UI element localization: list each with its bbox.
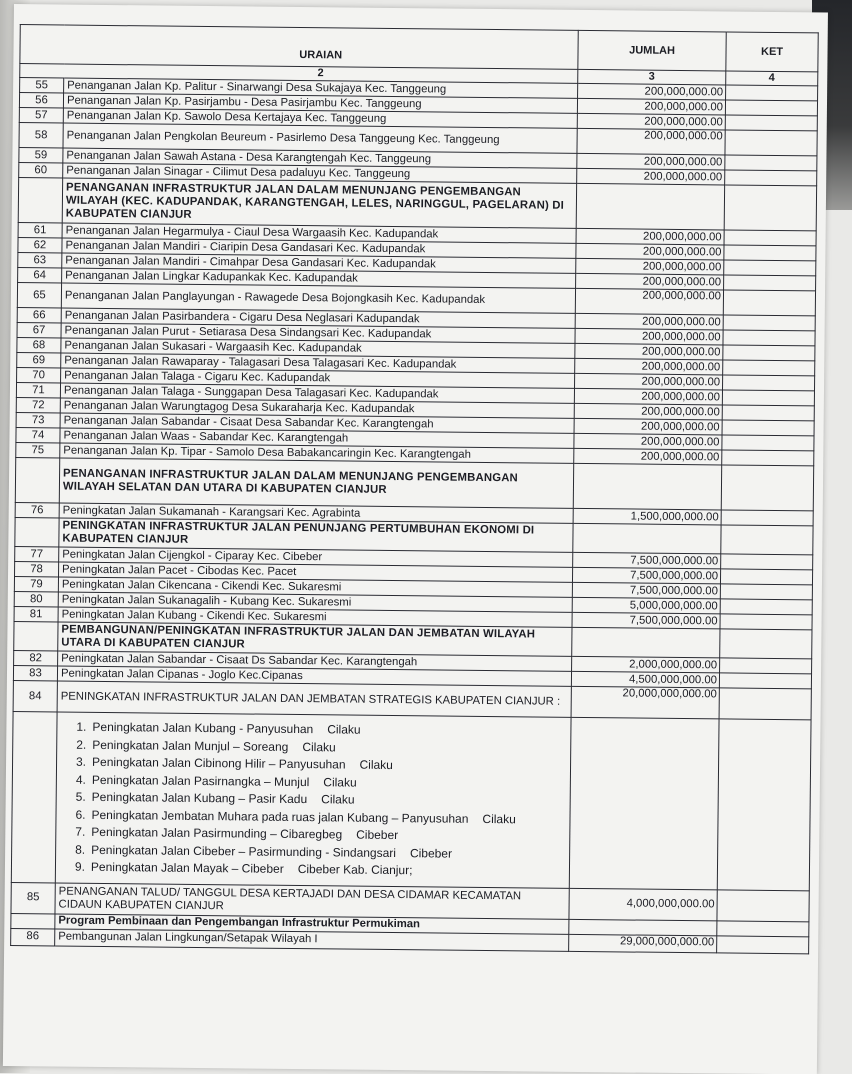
row-ket	[724, 275, 816, 291]
row-ket	[725, 170, 817, 186]
list-item-text: Peningkatan Jalan Pasirnangka – Munjul	[91, 772, 310, 789]
section-ket-blank	[724, 185, 816, 231]
list-item-index: 9.	[74, 859, 86, 874]
section-heading: PENINGKATAN INFRASTRUKTUR JALAN PENUNJANG PERTUMBUHAN EKONOMI DI KABUPATEN CIANJUR	[59, 518, 573, 552]
row-jumlah: 200,000,000.00	[577, 128, 725, 155]
list-item-index: 7.	[75, 824, 86, 839]
row-uraian: Penanganan Jalan Mandiri - Cimahpar Desa Gandasari Kec. Kadupandak	[62, 253, 576, 273]
row-jumlah: 200,000,000.00	[574, 448, 722, 465]
row-jumlah: 20,000,000,000.00	[571, 686, 719, 719]
section-ket-blank	[721, 465, 813, 511]
row-uraian: Penanganan Jalan Talaga - Sunggapan Desa Talagasari Kec. Kadupandak	[60, 383, 574, 403]
row-jumlah: 5,000,000,000.00	[572, 597, 720, 614]
row-uraian: Penanganan Jalan Kp. Pasirjambu - Desa Pasirjambu Kec. Tanggeung	[63, 93, 577, 113]
row-jumlah: 200,000,000.00	[576, 273, 724, 290]
row-uraian: Peningkatan Jalan Cijengkol - Ciparay Kec. Cibeber	[59, 547, 573, 567]
row-jumlah: 4,500,000,000.00	[571, 671, 719, 688]
row-ket	[720, 658, 812, 674]
row-ket	[723, 330, 815, 346]
row-number: 84	[13, 681, 57, 712]
row-uraian: Peningkatan Jalan Cipanas - Joglo Kec.Cipanas	[57, 666, 571, 686]
row-jumlah: 200,000,000.00	[577, 98, 725, 115]
row-uraian: Penanganan Jalan Lingkar Kadupankak Kec. Kadupandak	[62, 268, 576, 288]
section-heading: PEMBANGUNAN/PENINGKATAN INFRASTRUKTUR JALAN DAN JEMBATAN WILAYAH UTARA DI KABUPATEN CIANJUR	[58, 622, 572, 656]
row-ket	[719, 688, 811, 720]
row-jumlah: 200,000,000.00	[574, 403, 722, 420]
section-ket-blank	[721, 525, 813, 555]
section-heading: PENANGANAN INFRASTRUKTUR JALAN DALAM MENUNJANG PENGEMBANGAN WILAYAH (KEC. KADUPANDAK, KARANGTENGAH, LELES, NARINGGUL, PAGELARAN) DI KABUPATEN CIANJUR	[62, 178, 576, 228]
list-item-text: Peningkatan Jalan Cibinong Hilir – Panyusuhan	[91, 754, 346, 772]
program-no-blank	[11, 913, 55, 928]
list-item-kecamatan: Cilaku	[359, 757, 393, 773]
program-heading: Program Pembinaan dan Pengembangan Infrastruktur Permukiman	[55, 913, 569, 933]
row-uraian: Pembangunan Jalan Lingkungan/Setapak Wilayah I	[55, 928, 569, 950]
row-jumlah: 200,000,000.00	[575, 288, 723, 315]
list-item-index: 1.	[76, 719, 87, 734]
header-col-3: 3	[578, 69, 726, 85]
row-number: 67	[17, 323, 61, 338]
list-item-text: Peningkatan Jalan Kubang – Pasir Kadu	[91, 789, 308, 807]
header-no-blank	[20, 64, 64, 78]
row-jumlah: 200,000,000.00	[577, 153, 725, 170]
row-jumlah: 200,000,000.00	[577, 113, 725, 130]
header-col-2: 2	[64, 64, 578, 83]
list-item-index: 5.	[75, 789, 86, 804]
row-jumlah: 200,000,000.00	[576, 228, 724, 245]
row-ket	[717, 889, 809, 921]
list-item-index: 8.	[75, 842, 86, 857]
items-cell	[55, 712, 571, 888]
header-ket: KET	[726, 32, 818, 72]
row-ket	[720, 614, 812, 630]
row-number: 70	[17, 368, 61, 383]
row-ket	[720, 569, 812, 585]
row-ket	[725, 155, 817, 171]
program-jumlah-blank	[569, 919, 717, 936]
row-number: 78	[15, 562, 59, 577]
budget-table	[10, 24, 819, 954]
list-item-kecamatan: Cilaku	[327, 722, 361, 737]
row-uraian: Penanganan Jalan Waas - Sabandar Kec. Karangtengah	[60, 428, 574, 448]
row-number: 65	[17, 283, 61, 308]
list-item-kecamatan: Cibeber	[409, 845, 453, 861]
row-number: 86	[11, 928, 55, 945]
row-uraian: Penanganan Jalan Pasirbandera - Cigaru Desa Neglasari Kadupandak	[61, 308, 575, 328]
list-item-text: Peningkatan Jalan Munjul – Soreang	[92, 737, 289, 754]
section-no-blank	[15, 458, 59, 503]
row-jumlah: 4,000,000,000.00	[569, 888, 717, 921]
list-item-kecamatan: Cilaku	[482, 811, 516, 826]
row-uraian: PENINGKATAN INFRASTRUKTUR JALAN DAN JEMBATAN STRATEGIS KABUPATEN CIANJUR :	[57, 681, 571, 717]
row-number: 66	[17, 308, 61, 323]
row-jumlah: 200,000,000.00	[577, 168, 725, 185]
row-number: 81	[14, 607, 58, 622]
row-ket	[717, 935, 809, 953]
list-item-kecamatan: Cibeber	[356, 827, 399, 843]
row-ket	[723, 290, 815, 316]
row-number: 80	[14, 592, 58, 607]
row-number: 62	[18, 238, 62, 253]
list-item-index: 4.	[75, 772, 86, 787]
section-jumlah-blank	[573, 463, 721, 510]
row-jumlah: 200,000,000.00	[574, 433, 722, 450]
table-row-84-items	[11, 712, 811, 891]
document-sheet	[3, 4, 828, 1074]
row-jumlah: 200,000,000.00	[574, 418, 722, 435]
row-uraian: PENANGANAN TALUD/ TANGGUL DESA KERTAJADI DAN DESA CIDAMAR KECAMATAN CIDAUN KABUPATEN CIANJUR	[55, 882, 569, 918]
row-jumlah: 1,500,000,000.00	[573, 508, 721, 525]
row-jumlah: 7,500,000,000.00	[572, 612, 720, 629]
row-uraian: Peningkatan Jalan Sabandar - Cisaat Ds Sabandar Kec. Karangtengah	[58, 651, 572, 671]
section-jumlah-blank	[572, 627, 720, 658]
row-ket	[722, 375, 814, 391]
row-uraian: Penanganan Jalan Sinagar - Cilimut Desa padaluyu Kec. Tanggeung	[63, 163, 577, 183]
list-item-text: Peningkatan Jalan Mayak – Cibeber	[90, 859, 284, 876]
row-jumlah: 200,000,000.00	[575, 328, 723, 345]
list-item-kecamatan: Cilaku	[323, 774, 357, 790]
row-number: 56	[19, 93, 63, 108]
row-jumlah: 200,000,000.00	[576, 243, 724, 260]
row-jumlah: 200,000,000.00	[575, 313, 723, 330]
row-number: 68	[17, 338, 61, 353]
row-jumlah: 7,500,000,000.00	[573, 552, 721, 569]
row-number: 55	[20, 78, 64, 93]
row-jumlah: 7,500,000,000.00	[572, 567, 720, 584]
row-number: 82	[14, 651, 58, 666]
row-uraian: Penanganan Jalan Kp. Sawolo Desa Kertajaya Kec. Tanggeung	[63, 108, 577, 128]
row-ket	[723, 360, 815, 376]
row-uraian: Peningkatan Jalan Kubang - Cikendi Kec. Sukaresmi	[58, 607, 572, 627]
list-item-index: 3.	[75, 754, 87, 769]
sub-item-list	[59, 719, 568, 882]
row-jumlah: 200,000,000.00	[578, 83, 726, 100]
row-uraian: Penanganan Jalan Warungtagog Desa Sukaraharja Kec. Kadupandak	[60, 398, 574, 418]
row-jumlah: 200,000,000.00	[574, 388, 722, 405]
row-ket	[725, 115, 817, 131]
row-uraian: Penanganan Jalan Kp. Palitur - Sinarwangi Desa Sukajaya Kec. Tanggeung	[64, 78, 578, 98]
section-no-blank	[14, 622, 58, 651]
row-ket	[721, 554, 813, 570]
items-ket-blank	[717, 719, 811, 890]
row-number: 75	[16, 443, 60, 458]
row-number: 58	[19, 123, 63, 148]
row-uraian: Penanganan Jalan Mandiri - Ciaripin Desa Gandasari Kec. Kadupandak	[62, 238, 576, 258]
row-uraian: Penanganan Jalan Kp. Tipar - Samolo Desa Babakancaringin Kec. Karangtengah	[60, 443, 574, 463]
row-ket	[724, 245, 816, 261]
row-ket	[722, 390, 814, 406]
section-no-blank	[15, 518, 59, 547]
row-ket	[722, 435, 814, 451]
list-item-kecamatan: Cilaku	[321, 792, 355, 807]
row-ket	[721, 510, 813, 526]
row-number: 72	[16, 398, 60, 413]
row-ket	[726, 85, 818, 101]
row-ket	[723, 315, 815, 331]
row-number: 74	[16, 428, 60, 443]
row-number: 61	[18, 223, 62, 238]
list-item-text: Peningkatan Jembatan Muhara pada ruas jalan Kubang – Panyusuhan	[91, 807, 469, 826]
row-ket	[720, 599, 812, 615]
row-number: 73	[16, 413, 60, 428]
row-ket	[719, 673, 811, 689]
row-ket	[722, 420, 814, 436]
row-uraian: Peningkatan Jalan Sukamanah - Karangsari Kec. Agrabinta	[59, 503, 573, 523]
section-no-blank	[18, 178, 62, 223]
row-ket	[722, 405, 814, 421]
row-ket	[725, 100, 817, 116]
header-col-4: 4	[726, 71, 818, 86]
row-number: 76	[15, 503, 59, 518]
row-uraian: Peningkatan Jalan Sukanagalih - Kubang Kec. Sukaresmi	[58, 592, 572, 612]
header-no-cell	[20, 25, 64, 64]
row-jumlah: 200,000,000.00	[576, 258, 724, 275]
row-ket	[724, 230, 816, 246]
header-jumlah: JUMLAH	[578, 30, 726, 71]
row-number: 79	[14, 577, 58, 592]
row-number: 85	[11, 882, 55, 913]
section-jumlah-blank	[576, 183, 724, 230]
row-uraian: Penanganan Jalan Talaga - Cigaru Kec. Kadupandak	[61, 368, 575, 388]
row-ket	[723, 345, 815, 361]
row-number: 57	[19, 108, 63, 123]
row-jumlah: 200,000,000.00	[575, 358, 723, 375]
row-number: 63	[18, 253, 62, 268]
row-uraian: Penanganan Jalan Sawah Astana - Desa Karangtengah Kec. Tanggeung	[63, 148, 577, 168]
row-ket	[720, 584, 812, 600]
row-jumlah: 7,500,000,000.00	[572, 582, 720, 599]
row-number: 59	[19, 148, 63, 163]
list-item-index: 2.	[76, 737, 87, 752]
row-uraian: Penanganan Jalan Panglayungan - Rawagede Desa Bojongkasih Kec. Kadupandak	[61, 283, 575, 313]
row-jumlah: 2,000,000,000.00	[572, 656, 720, 673]
list-item-text: Peningkatan Jalan Kubang - Panyusuhan	[92, 719, 314, 737]
row-ket	[724, 260, 816, 276]
section-heading: PENANGANAN INFRASTRUKTUR JALAN DALAM MENUNJANG PENGEMBANGAN WILAYAH SELATAN DAN UTARA DI KABUPATEN CIANJUR	[59, 458, 573, 508]
row-uraian: Penanganan Jalan Rawaparay - Talagasari Desa Talagasari Kec. Kadupandak	[61, 353, 575, 373]
items-no-blank	[11, 712, 57, 883]
program-ket-blank	[717, 920, 809, 936]
section-ket-blank	[720, 629, 812, 659]
list-item-kecamatan: Cilaku	[302, 739, 336, 754]
row-jumlah: 200,000,000.00	[575, 343, 723, 360]
row-number: 77	[15, 547, 59, 562]
row-ket	[725, 130, 817, 156]
row-jumlah: 200,000,000.00	[575, 373, 723, 390]
row-uraian: Penanganan Jalan Purut - Setiarasa Desa Sindangsari Kec. Kadupandak	[61, 323, 575, 343]
list-item-text: Peningkatan Jalan Pasirmunding – Cibaregbeg	[91, 824, 343, 842]
row-uraian: Peningkatan Jalan Cikencana - Cikendi Kec. Sukaresmi	[58, 577, 572, 597]
row-uraian: Penanganan Jalan Sabandar - Cisaat Desa Sabandar Kec. Karangtengah	[60, 413, 574, 433]
row-jumlah: 29,000,000,000.00	[569, 934, 717, 953]
list-item-index: 6.	[75, 807, 86, 822]
section-jumlah-blank	[573, 523, 721, 554]
row-number: 60	[19, 163, 63, 178]
header-uraian: URAIAN	[64, 25, 578, 69]
items-jumlah-blank	[569, 717, 719, 889]
list-item-text: Peningkatan Jalan Cibeber – Pasirmunding - Sindangsari	[91, 842, 397, 860]
row-uraian: Peningkatan Jalan Pacet - Cibodas Kec. Pacet	[59, 562, 573, 582]
row-number: 71	[16, 383, 60, 398]
row-number: 69	[17, 353, 61, 368]
row-uraian: Penanganan Jalan Hegarmulya - Ciaul Desa Wargaasih Kec. Kadupandak	[62, 223, 576, 243]
list-item-kecamatan: Cibeber Kab. Cianjur;	[297, 862, 413, 878]
row-ket	[722, 450, 814, 466]
row-uraian: Penanganan Jalan Sukasari - Wargaasih Kec. Kadupandak	[61, 338, 575, 358]
row-uraian: Penanganan Jalan Pengkolan Beureum - Pasirlemo Desa Tanggeung Kec. Tanggeung	[63, 123, 577, 153]
row-number: 83	[13, 666, 57, 681]
row-number: 64	[18, 268, 62, 283]
